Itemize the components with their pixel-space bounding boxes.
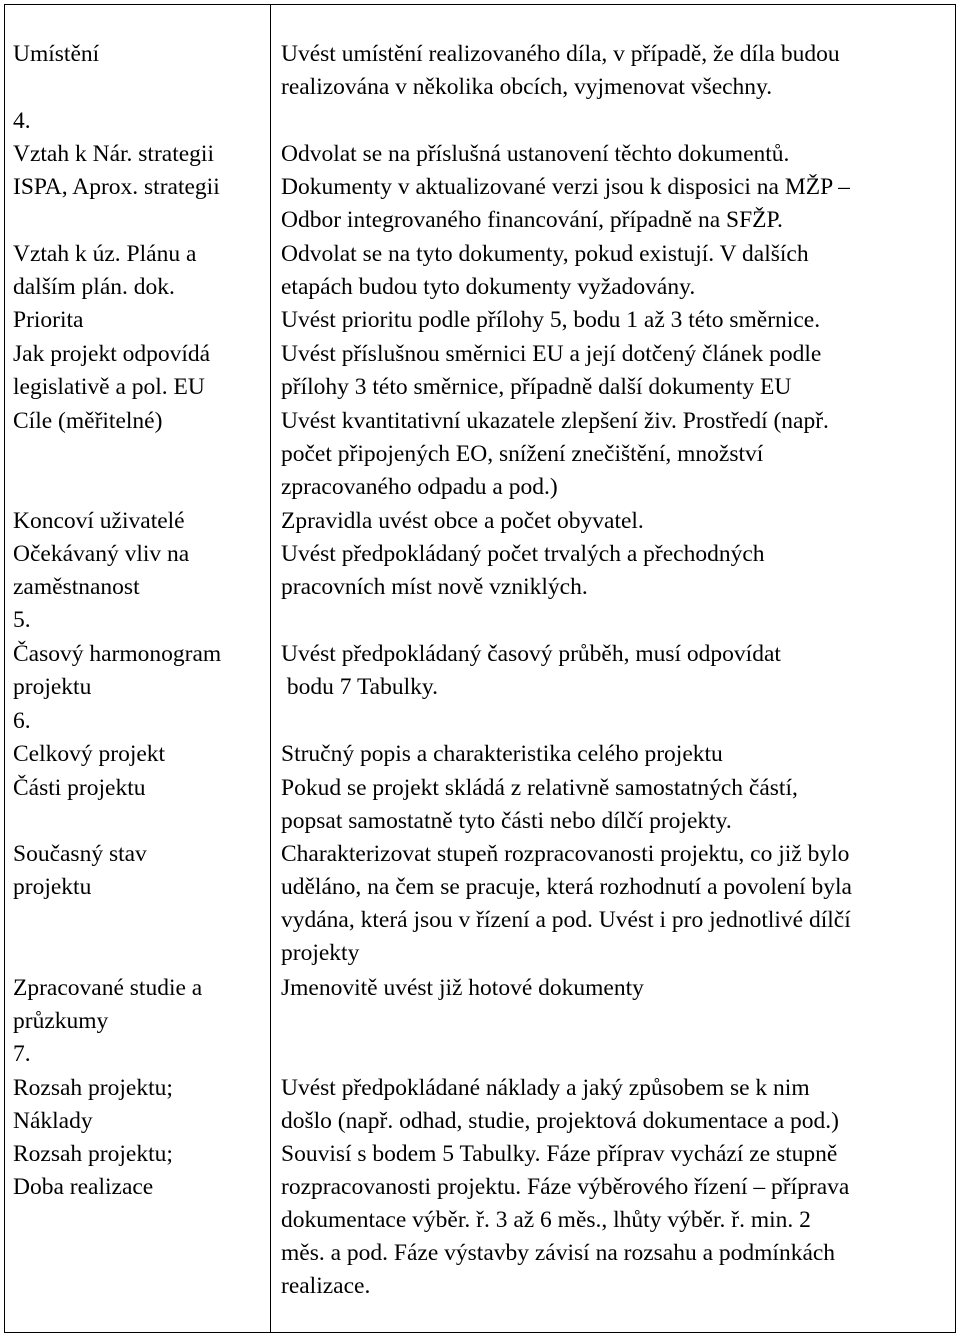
- row-label-line: Celkový projekt: [13, 741, 166, 767]
- row-label: [13, 505, 185, 538]
- row-label-line: 7.: [13, 1041, 31, 1067]
- row-label-line: Časový harmonogram: [13, 641, 222, 667]
- row-label: [13, 538, 189, 604]
- row-label: [13, 38, 99, 71]
- row-description-line: Odvolat se na příslušná ustanovení těchto dokumentů.: [281, 141, 790, 167]
- row-description: [281, 38, 840, 104]
- row-description: [281, 138, 850, 237]
- row-label: [13, 738, 165, 771]
- row-description-line: popsat samostatně tyto části nebo dílčí projekty.: [281, 808, 732, 834]
- row-label-line: Vztah k Nár. strategii: [13, 141, 214, 167]
- row-description-line: Zpravidla uvést obce a počet obyvatel.: [281, 508, 644, 534]
- column-divider: [270, 4, 271, 1333]
- row-description-line: projekty: [281, 940, 360, 966]
- row-label: [13, 238, 196, 304]
- row-description: [281, 338, 821, 404]
- row-label-line: Zpracované studie a: [13, 975, 203, 1001]
- row-label-line: dalším plán. dok.: [13, 274, 175, 300]
- row-label-line: Očekávaný vliv na: [13, 541, 190, 567]
- row-description-line: pracovních míst nově vzniklých.: [281, 574, 588, 600]
- row-description-line: realizace.: [281, 1273, 371, 1299]
- row-label: [13, 1038, 31, 1071]
- row-description-line: počet připojených EO, snížení znečištění, množství: [281, 441, 764, 467]
- row-description-line: Jmenovitě uvést již hotové dokumenty: [281, 975, 644, 1001]
- row-description: [281, 1138, 849, 1303]
- row-description-line: přílohy 3 této směrnice, případně další dokumenty EU: [281, 374, 792, 400]
- row-label: [13, 838, 147, 904]
- row-description: [281, 538, 765, 604]
- row-label: [13, 304, 84, 337]
- row-description-line: Odbor integrovaného financování, případně na SFŽP.: [281, 207, 783, 233]
- row-description: [281, 304, 820, 337]
- row-description-line: etapách budou tyto dokumenty vyžadovány.: [281, 274, 696, 300]
- row-label-line: zaměstnanost: [13, 574, 140, 600]
- row-description-line: Uvést předpokládaný počet trvalých a přechodných: [281, 541, 765, 567]
- row-description-line: Dokumenty v aktualizované verzi jsou k disposici na MŽP –: [281, 174, 850, 200]
- row-description: [281, 638, 781, 704]
- row-label-line: Rozsah projektu;: [13, 1141, 173, 1167]
- row-description-line: rozpracovanosti projektu. Fáze výběrového řízení – příprava: [281, 1174, 850, 1200]
- row-label-line: Cíle (měřitelné): [13, 408, 163, 434]
- row-label: [13, 1138, 173, 1204]
- row-description-line: Uvést předpokládané náklady a jaký způsobem se k nim: [281, 1075, 810, 1101]
- row-description: [281, 1072, 839, 1138]
- row-description-line: Charakterizovat stupeň rozpracovanosti projektu, co již bylo: [281, 841, 850, 867]
- row-description-line: Uvést kvantitativní ukazatele zlepšení živ. Prostředí (např.: [281, 408, 829, 434]
- row-label-line: ISPA, Aprox. strategii: [13, 174, 220, 200]
- row-description: [281, 238, 809, 304]
- row-description-line: měs. a pod. Fáze výstavby závisí na rozsahu a podmínkách: [281, 1240, 836, 1266]
- row-label: [13, 772, 146, 805]
- row-description-line: Uvést umístění realizovaného díla, v případě, že díla budou: [281, 41, 840, 67]
- row-description: [281, 405, 829, 504]
- row-label: [13, 405, 162, 438]
- row-description-line: Stručný popis a charakteristika celého projektu: [281, 741, 723, 767]
- row-label-line: Náklady: [13, 1108, 93, 1134]
- row-label: [13, 972, 202, 1038]
- row-description-line: Pokud se projekt skládá z relativně samostatných částí,: [281, 775, 798, 801]
- row-label-line: projektu: [13, 874, 92, 900]
- row-description-line: uděláno, na čem se pracuje, která rozhodnutí a povolení byla: [281, 874, 852, 900]
- row-label-line: legislativě a pol. EU: [13, 374, 205, 400]
- row-label: [13, 105, 31, 138]
- row-description-line: bodu 7 Tabulky.: [281, 674, 438, 700]
- row-description: [281, 772, 798, 838]
- row-label-line: Priorita: [13, 307, 84, 333]
- row-description-line: došlo (např. odhad, studie, projektová dokumentace a pod.): [281, 1108, 839, 1134]
- row-label-line: průzkumy: [13, 1008, 109, 1034]
- row-label: [13, 338, 210, 404]
- row-label: [13, 705, 31, 738]
- row-label: [13, 138, 220, 204]
- row-description: [281, 972, 644, 1005]
- row-description-line: realizována v několika obcích, vyjmenovat všechny.: [281, 74, 773, 100]
- row-label-line: Rozsah projektu;: [13, 1075, 173, 1101]
- row-label-line: Části projektu: [13, 775, 146, 801]
- row-description-line: Souvisí s bodem 5 Tabulky. Fáze příprav vychází ze stupně: [281, 1141, 838, 1167]
- row-description-line: Odvolat se na tyto dokumenty, pokud existují. V dalších: [281, 241, 809, 267]
- row-description-line: Uvést předpokládaný časový průběh, musí odpovídat: [281, 641, 781, 667]
- row-description-line: Uvést prioritu podle přílohy 5, bodu 1 až 3 této směrnice.: [281, 307, 821, 333]
- row-label-line: Koncoví uživatelé: [13, 508, 185, 534]
- row-label-line: Doba realizace: [13, 1174, 154, 1200]
- row-label-line: 5.: [13, 607, 31, 633]
- row-description: [281, 838, 852, 970]
- row-description: [281, 738, 723, 771]
- row-label-line: 4.: [13, 108, 31, 134]
- row-label-line: Umístění: [13, 41, 100, 67]
- row-label: [13, 638, 221, 704]
- row-description-line: Uvést příslušnou směrnici EU a její dotčený článek podle: [281, 341, 822, 367]
- row-description: [281, 505, 644, 538]
- row-label: [13, 604, 31, 637]
- row-description-line: zpracovaného odpadu a pod.): [281, 474, 558, 500]
- row-description-line: vydána, která jsou v řízení a pod. Uvést i pro jednotlivé dílčí: [281, 907, 851, 933]
- row-label-line: Jak projekt odpovídá: [13, 341, 211, 367]
- row-label-line: Současný stav: [13, 841, 147, 867]
- row-label-line: 6.: [13, 708, 31, 734]
- row-label: [13, 1072, 173, 1138]
- row-label-line: projektu: [13, 674, 92, 700]
- row-label-line: Vztah k úz. Plánu a: [13, 241, 197, 267]
- row-description-line: dokumentace výběr. ř. 3 až 6 měs., lhůty výběr. ř. min. 2: [281, 1207, 811, 1233]
